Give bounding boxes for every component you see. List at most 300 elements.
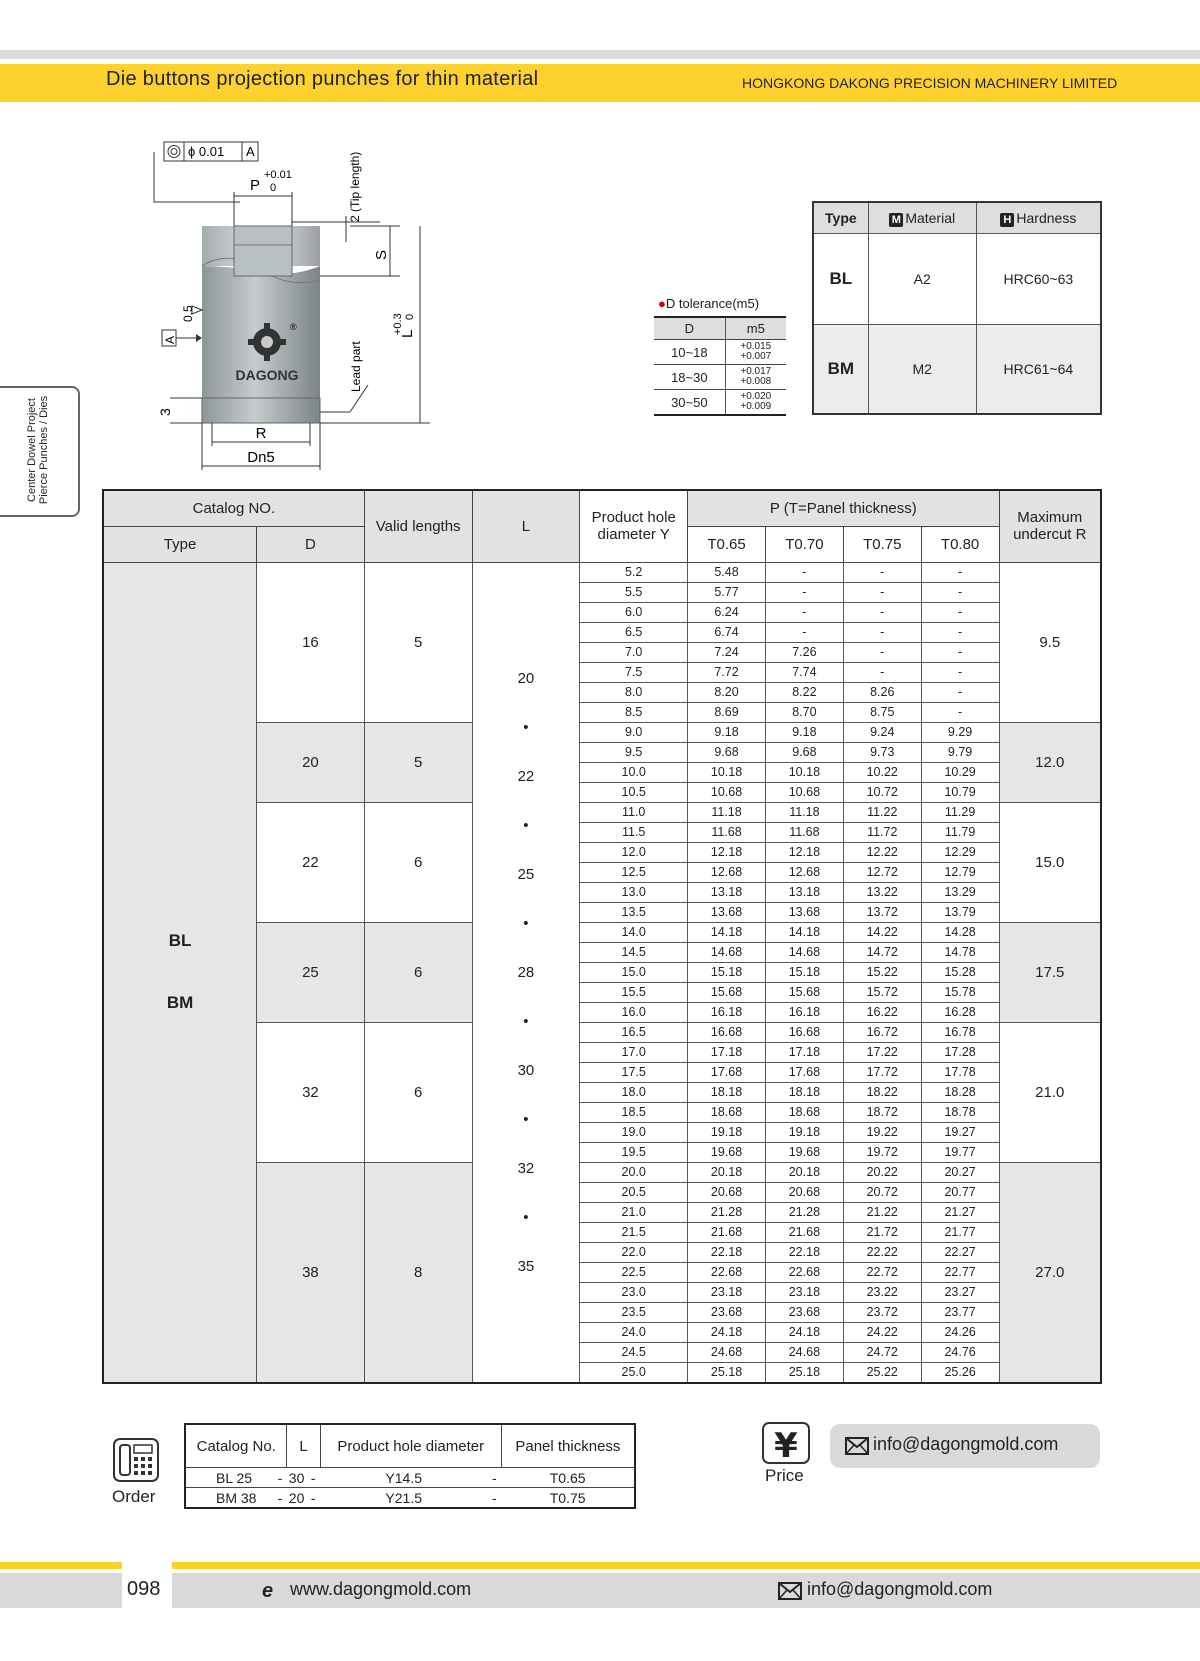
p-value-cell: 12.72 [843, 862, 921, 882]
p-value-cell: 18.68 [765, 1102, 843, 1122]
hole-diameter-cell: 13.0 [580, 882, 688, 902]
valid-length-cell: 6 [364, 1022, 472, 1162]
hole-diameter-cell: 22.5 [580, 1262, 688, 1282]
l-values-cell [472, 562, 580, 1383]
dash: - [491, 1489, 497, 1506]
order-label: Order [112, 1487, 156, 1506]
dash: - [487, 1468, 501, 1488]
dash: - [273, 1468, 287, 1488]
side-tab-line1: Center Dowel Project [26, 397, 38, 502]
p-value-cell: 8.22 [765, 682, 843, 702]
p-value-cell: 23.18 [765, 1282, 843, 1302]
table-row [185, 1488, 635, 1509]
order-example-table [184, 1423, 636, 1509]
p-value-cell: 18.22 [843, 1082, 921, 1102]
hole-diameter-cell: 25.0 [580, 1362, 688, 1383]
p-value-cell: 16.28 [921, 1002, 999, 1022]
p-value-cell: - [921, 662, 999, 682]
p-value-cell: 8.70 [765, 702, 843, 722]
order-hole: Y21.5 [385, 1489, 423, 1506]
hole-diameter-cell: 23.0 [580, 1282, 688, 1302]
dash: - [310, 1489, 316, 1506]
p-value-cell: 14.68 [688, 942, 766, 962]
order-catalog: BL 25 [185, 1468, 273, 1488]
p-value-cell: 21.28 [765, 1202, 843, 1222]
p-value-cell: 19.68 [765, 1142, 843, 1162]
p-value-cell: 11.18 [765, 802, 843, 822]
p-value-cell: 16.18 [765, 1002, 843, 1022]
p-value-cell: 13.18 [765, 882, 843, 902]
p-value-cell: 24.18 [688, 1322, 766, 1342]
p-value-cell: 11.29 [921, 802, 999, 822]
p-value-cell: 14.72 [843, 942, 921, 962]
order-l: 20 [288, 1489, 305, 1506]
d-cell: 20 [257, 722, 365, 802]
p-value-cell: 10.22 [843, 762, 921, 782]
dash: - [306, 1468, 320, 1488]
hole-diameter-cell: 6.0 [580, 602, 688, 622]
p-value-cell: 14.18 [688, 922, 766, 942]
hole-diameter-cell: 5.5 [580, 582, 688, 602]
p-value-cell: 21.27 [921, 1202, 999, 1222]
s-label: S [373, 249, 390, 260]
p-value-cell: 22.18 [688, 1242, 766, 1262]
p-value-cell: 15.68 [765, 982, 843, 1002]
hole-diameter-cell: 9.5 [580, 742, 688, 762]
p-value-cell: 15.72 [843, 982, 921, 1002]
p-value-cell: 8.69 [688, 702, 766, 722]
p-value-cell: 20.68 [688, 1182, 766, 1202]
p-value-cell: 10.29 [921, 762, 999, 782]
hardness-cell: HRC61~64 [976, 325, 1101, 415]
hole-diameter-cell: 12.0 [580, 842, 688, 862]
d-tolerance-table [654, 316, 786, 416]
p-value-cell: 21.68 [765, 1222, 843, 1242]
p-value-cell: 25.26 [921, 1362, 999, 1383]
l-value: • [523, 718, 529, 736]
hole-diameter-cell: 24.0 [580, 1322, 688, 1342]
p-value-cell: 23.77 [921, 1302, 999, 1322]
p-value-cell: 23.18 [688, 1282, 766, 1302]
p-value-cell: 24.18 [765, 1322, 843, 1342]
l-value: • [523, 1012, 529, 1030]
p-value-cell: 23.72 [843, 1302, 921, 1322]
undercut-cell: 21.0 [999, 1022, 1101, 1162]
p-value-cell: 13.68 [765, 902, 843, 922]
p-value-cell: 9.73 [843, 742, 921, 762]
p-value-cell: 14.28 [921, 922, 999, 942]
p-value-cell: 10.18 [688, 762, 766, 782]
hole-diameter-cell: 22.0 [580, 1242, 688, 1262]
lead-part-label: Lead part [349, 341, 363, 392]
p-value-cell: 19.68 [688, 1142, 766, 1162]
tol-lower: +0.008 [740, 376, 772, 387]
p-value-cell: - [843, 562, 921, 582]
l-label: L [399, 329, 416, 338]
p-value-cell: 22.18 [765, 1242, 843, 1262]
p-value-cell: 16.22 [843, 1002, 921, 1022]
p-value-cell: 16.68 [688, 1022, 766, 1042]
l-value: 28 [517, 963, 535, 981]
p-value-cell: 24.68 [688, 1342, 766, 1362]
p-value-cell: - [921, 602, 999, 622]
d-tolerance-caption-text: D tolerance(m5) [665, 296, 760, 311]
table-row [654, 365, 786, 390]
p-value-cell: 19.18 [765, 1122, 843, 1142]
p-value-cell: 20.77 [921, 1182, 999, 1202]
envelope-icon [845, 1437, 869, 1455]
p-value-cell: 22.77 [921, 1262, 999, 1282]
p-value-cell: 19.72 [843, 1142, 921, 1162]
table-row [185, 1468, 635, 1488]
p-value-cell: 10.72 [843, 782, 921, 802]
marker-icon: ● [658, 296, 666, 311]
p-value-cell: 5.48 [688, 562, 766, 582]
p-value-cell: 6.74 [688, 622, 766, 642]
hardness-cell: HRC60~63 [976, 234, 1101, 325]
p-value-cell: 20.18 [765, 1162, 843, 1182]
valid-length-cell: 5 [364, 722, 472, 802]
hole-diameter-cell: 13.5 [580, 902, 688, 922]
page-title: Die buttons projection punches for thin material [106, 68, 539, 90]
d-range: 30~50 [654, 390, 725, 416]
p-value-cell: 21.28 [688, 1202, 766, 1222]
p-label: P [250, 177, 261, 194]
tol-lower: +0.007 [740, 351, 772, 362]
p-value-cell: 11.68 [765, 822, 843, 842]
p-value-cell: 12.68 [765, 862, 843, 882]
p-value-cell: 20.18 [688, 1162, 766, 1182]
side-tab-label [0, 386, 76, 513]
order-panel: T0.65 [501, 1468, 635, 1488]
l-tol-lower: 0 [404, 313, 416, 320]
p-value-cell: 18.78 [921, 1102, 999, 1122]
side-tab-line2: Pierce Punches / Dies [38, 395, 50, 504]
l-value: • [523, 914, 529, 932]
email-link[interactable]: info@dagongmold.com [873, 1434, 1059, 1454]
p-value-cell: 19.77 [921, 1142, 999, 1162]
page-number: 098 [127, 1578, 161, 1600]
type-cell: BL [813, 234, 868, 325]
p-value-cell: 9.68 [765, 742, 843, 762]
d-header: D [257, 526, 365, 562]
p-value-cell: 12.18 [688, 842, 766, 862]
hole-diameter-cell: 16.5 [580, 1022, 688, 1042]
p-value-cell: 11.68 [688, 822, 766, 842]
hole-diameter-cell: 15.5 [580, 982, 688, 1002]
d-range: 18~30 [654, 365, 725, 390]
p-value-cell: 5.77 [688, 582, 766, 602]
p-value-cell: 8.75 [843, 702, 921, 722]
material-icon: M [889, 213, 903, 227]
hole-diameter-cell: 21.0 [580, 1202, 688, 1222]
hole-diameter-cell: 12.5 [580, 862, 688, 882]
p-value-cell: 8.20 [688, 682, 766, 702]
p-value-cell: - [765, 602, 843, 622]
hole-diameter-cell: 8.5 [580, 702, 688, 722]
tol-upper: +0.017 [740, 366, 772, 377]
valid-length-cell: 8 [364, 1162, 472, 1383]
undercut-cell: 15.0 [999, 802, 1101, 922]
material-cell: M2 [868, 325, 976, 415]
material-cell: A2 [868, 234, 976, 325]
l-value: 25 [517, 865, 535, 883]
p-value-cell: 23.22 [843, 1282, 921, 1302]
order-l-header: L [287, 1424, 320, 1468]
d-cell: 16 [257, 562, 365, 722]
valid-length-cell: 5 [364, 562, 472, 722]
p-value-cell: 12.68 [688, 862, 766, 882]
p-value-cell: 21.77 [921, 1222, 999, 1242]
browser-e-icon: e [262, 1580, 274, 1602]
p-value-cell: 13.72 [843, 902, 921, 922]
type-line: BM [166, 993, 194, 1012]
p-value-cell: 13.68 [688, 902, 766, 922]
m5-header: m5 [725, 317, 786, 340]
p-value-cell: 17.18 [765, 1042, 843, 1062]
p-value-cell: 18.72 [843, 1102, 921, 1122]
p-value-cell: - [765, 622, 843, 642]
hole-diameter-cell: 11.5 [580, 822, 688, 842]
hole-diameter-cell: 18.5 [580, 1102, 688, 1122]
t-header: T0.75 [843, 526, 921, 562]
order-catalog: BM 38 [185, 1488, 273, 1509]
l-value: 35 [517, 1257, 535, 1275]
d-cell: 38 [257, 1162, 365, 1383]
p-value-cell: 9.29 [921, 722, 999, 742]
p-value-cell: 19.18 [688, 1122, 766, 1142]
p-value-cell: 23.68 [765, 1302, 843, 1322]
order-panel-header: Panel thickness [501, 1424, 635, 1468]
p-value-cell: - [843, 642, 921, 662]
p-value-cell: 16.68 [765, 1022, 843, 1042]
p-value-cell: 17.78 [921, 1062, 999, 1082]
p-value-cell: 11.22 [843, 802, 921, 822]
l-value: 32 [517, 1159, 535, 1177]
order-l: 30 [288, 1469, 305, 1486]
t-header: T0.70 [765, 526, 843, 562]
p-value-cell: 9.24 [843, 722, 921, 742]
dn5-label: Dn5 [247, 449, 275, 466]
p-value-cell: 21.72 [843, 1222, 921, 1242]
hole-diameter-cell: 19.0 [580, 1122, 688, 1142]
p-value-cell: 20.72 [843, 1182, 921, 1202]
p-value-cell: 19.22 [843, 1122, 921, 1142]
hole-diameter-cell: 14.0 [580, 922, 688, 942]
top-gray-stripe [0, 50, 1200, 59]
table-row [813, 234, 1101, 325]
p-value-cell: 14.22 [843, 922, 921, 942]
material-header-label: Material [905, 209, 956, 226]
p-value-cell: 25.18 [688, 1362, 766, 1383]
p-value-cell: 25.18 [765, 1362, 843, 1383]
p-value-cell: - [921, 702, 999, 722]
undercut-header: Maximum undercut R [999, 490, 1101, 562]
p-value-cell: 7.72 [688, 662, 766, 682]
p-value-cell: 17.72 [843, 1062, 921, 1082]
tol-upper: +0.020 [740, 391, 772, 402]
p-value-cell: 23.68 [688, 1302, 766, 1322]
valid-length-cell: 6 [364, 802, 472, 922]
dash: - [277, 1489, 283, 1506]
p-value-cell: 24.68 [765, 1342, 843, 1362]
p-value-cell: 11.72 [843, 822, 921, 842]
l-tol-upper: +0.3 [392, 313, 404, 335]
p-value-cell: 7.74 [765, 662, 843, 682]
p-value-cell: 11.79 [921, 822, 999, 842]
type-material-table [812, 201, 1102, 415]
t-header: T0.80 [921, 526, 999, 562]
hole-diameter-cell: 7.5 [580, 662, 688, 682]
d-header: D [654, 317, 725, 340]
hole-diameter-cell: 14.5 [580, 942, 688, 962]
dim-3: 3 [157, 408, 173, 416]
catalog-header: Catalog NO. [103, 490, 364, 526]
p-value-cell: 12.22 [843, 842, 921, 862]
p-value-cell: - [921, 562, 999, 582]
valid-length-cell: 6 [364, 922, 472, 1022]
hole-diameter-cell: 24.5 [580, 1342, 688, 1362]
p-value-cell: 14.68 [765, 942, 843, 962]
type-line: BL [168, 931, 192, 950]
p-value-cell: 10.18 [765, 762, 843, 782]
p-value-cell: - [765, 562, 843, 582]
d-range: 10~18 [654, 340, 725, 365]
p-value-cell: 24.72 [843, 1342, 921, 1362]
hole-diameter-cell: 19.5 [580, 1142, 688, 1162]
p-value-cell: 15.18 [688, 962, 766, 982]
type-header: Type [813, 202, 868, 234]
hole-diameter-cell: 18.0 [580, 1082, 688, 1102]
p-value-cell: - [843, 622, 921, 642]
p-value-cell: 9.18 [765, 722, 843, 742]
p-value-cell: 24.76 [921, 1342, 999, 1362]
p-value-cell: 25.22 [843, 1362, 921, 1383]
hole-diameter-cell: 6.5 [580, 622, 688, 642]
p-value-cell: 6.24 [688, 602, 766, 622]
l-value: • [523, 1208, 529, 1226]
type-cell: BM [813, 325, 868, 415]
tol-lower: +0.009 [740, 401, 772, 412]
footer-stripe [172, 1562, 1200, 1569]
hole-diameter-cell: 5.2 [580, 562, 688, 582]
p-value-cell: 22.72 [843, 1262, 921, 1282]
tolerance-value: ϕ 0.01 [188, 144, 225, 159]
p-value-cell: 9.68 [688, 742, 766, 762]
d-cell: 25 [257, 922, 365, 1022]
order-hole-header: Product hole diameter [320, 1424, 501, 1468]
hole-diameter-cell: 16.0 [580, 1002, 688, 1022]
p-value-cell: 17.18 [688, 1042, 766, 1062]
p-value-cell: 19.27 [921, 1122, 999, 1142]
p-value-cell: 9.18 [688, 722, 766, 742]
p-value-cell: 15.18 [765, 962, 843, 982]
website-link[interactable]: www.dagongmold.com [290, 1579, 472, 1599]
envelope-icon [778, 1582, 802, 1600]
p-value-cell: - [843, 582, 921, 602]
angle-label: 0.5 [181, 305, 195, 322]
hole-diameter-cell: 10.5 [580, 782, 688, 802]
l-value: • [523, 1110, 529, 1128]
hardness-header-label: Hardness [1016, 209, 1077, 226]
footer-stripe [0, 1562, 122, 1569]
p-value-cell: 16.18 [688, 1002, 766, 1022]
hole-diameter-cell: 9.0 [580, 722, 688, 742]
tol-upper: +0.015 [740, 341, 772, 352]
p-value-cell: 17.28 [921, 1042, 999, 1062]
undercut-cell: 12.0 [999, 722, 1101, 802]
p-header: P (T=Panel thickness) [688, 490, 999, 526]
p-value-cell: 22.68 [688, 1262, 766, 1282]
hardness-header [976, 202, 1101, 234]
p-value-cell: 9.79 [921, 742, 999, 762]
tolerance-datum: A [246, 144, 255, 159]
hole-diameter-cell: 8.0 [580, 682, 688, 702]
d-cell: 22 [257, 802, 365, 922]
brand-name: DAGONG [235, 367, 299, 383]
p-value-cell: 10.68 [765, 782, 843, 802]
undercut-cell: 9.5 [999, 562, 1101, 722]
d-tolerance-caption [658, 296, 759, 311]
footer-bar [0, 1573, 122, 1608]
p-value-cell: - [921, 682, 999, 702]
r-label: R [255, 425, 267, 442]
undercut-cell: 27.0 [999, 1162, 1101, 1383]
hole-diameter-cell: 20.5 [580, 1182, 688, 1202]
order-hole: Y14.5 [320, 1468, 487, 1488]
p-value-cell: 12.29 [921, 842, 999, 862]
p-value-cell: 16.78 [921, 1022, 999, 1042]
p-value-cell: 17.68 [765, 1062, 843, 1082]
p-value-cell: 14.78 [921, 942, 999, 962]
registered-mark: ® [290, 322, 297, 332]
p-value-cell: 18.68 [688, 1102, 766, 1122]
p-value-cell: 15.22 [843, 962, 921, 982]
p-value-cell: 12.18 [765, 842, 843, 862]
p-value-cell: 21.22 [843, 1202, 921, 1222]
p-value-cell: 7.24 [688, 642, 766, 662]
hole-diameter-cell: 10.0 [580, 762, 688, 782]
p-value-cell: 8.26 [843, 682, 921, 702]
p-value-cell: 14.18 [765, 922, 843, 942]
hole-diameter-cell: 17.5 [580, 1062, 688, 1082]
d-cell: 32 [257, 1022, 365, 1162]
p-value-cell: 13.18 [688, 882, 766, 902]
catalog-table [102, 489, 1102, 1384]
datum-label: A [163, 335, 177, 344]
p-value-cell: 11.18 [688, 802, 766, 822]
p-value-cell: 22.68 [765, 1262, 843, 1282]
hole-diameter-cell: 21.5 [580, 1222, 688, 1242]
p-value-cell: 15.28 [921, 962, 999, 982]
p-value-cell: 15.68 [688, 982, 766, 1002]
table-row [103, 562, 1101, 582]
l-value: 20 [517, 669, 535, 687]
p-value-cell: 21.68 [688, 1222, 766, 1242]
p-value-cell: 13.29 [921, 882, 999, 902]
hole-diameter-cell: 7.0 [580, 642, 688, 662]
p-value-cell: 18.28 [921, 1082, 999, 1102]
p-value-cell: 7.26 [765, 642, 843, 662]
l-header: L [472, 490, 580, 562]
order-catalog-header: Catalog No. [185, 1424, 287, 1468]
table-row [654, 390, 786, 416]
p-value-cell: 12.79 [921, 862, 999, 882]
p-value-cell: 22.27 [921, 1242, 999, 1262]
p-value-cell: 20.22 [843, 1162, 921, 1182]
footer-email-link[interactable]: info@dagongmold.com [807, 1579, 993, 1599]
p-value-cell: - [921, 622, 999, 642]
